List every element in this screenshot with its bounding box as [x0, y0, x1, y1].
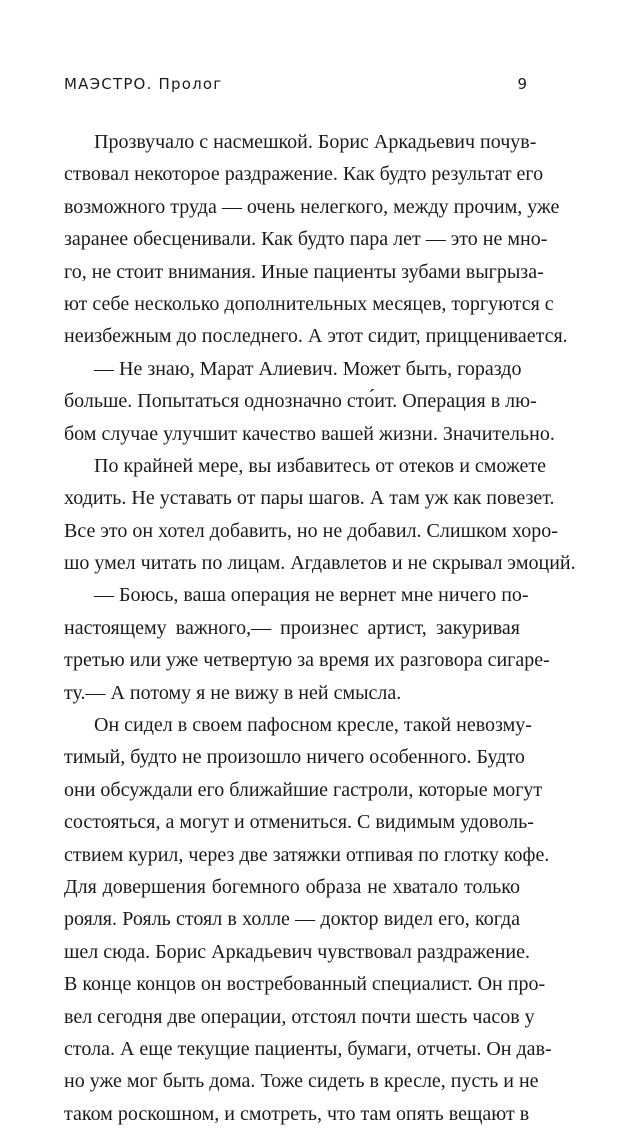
text-line: неизбежным до последнего. А этот сидит, прицценивается. [64, 325, 568, 348]
text-line: возможного труда — очень нелегкого, между прочим, уже [64, 195, 560, 218]
text-line: ствием курил, через две затяжки отпивая по глотку кофе. [64, 843, 550, 866]
running-head [64, 72, 527, 96]
text-line: го, не стоит внимания. Иные пациенты зубами выгрыза- [64, 260, 544, 283]
text-line: стола. А еще текущие пациенты, бумаги, отчеты. Он дав- [64, 1037, 552, 1060]
text-line: Прозвучало с насмешкой. Борис Аркадьевич почув- [94, 131, 537, 153]
text-line: — Не знаю, Марат Алиевич. Может быть, гораздо [94, 357, 522, 380]
text-line: но уже мог быть дома. Тоже сидеть в кресле, пусть и не [64, 1070, 539, 1093]
text-line: ствовал некоторое раздражение. Как будто результат его [64, 163, 544, 186]
text-line: настоящему важного,— произнес артист, закуривая [64, 616, 520, 639]
text-line: заранее обесценивали. Как будто пара лет — это не мно- [64, 228, 548, 251]
text-line: В конце концов он востребованный специалист. Он про- [64, 973, 546, 996]
body-text [64, 126, 576, 1130]
page-number: 9 [517, 75, 527, 93]
text-line: третью или уже четвертую за время их разговора сигаре- [64, 649, 550, 672]
text-line: вел сегодня две операции, отстоял почти шесть часов у [64, 1005, 535, 1028]
text-line: больше. Попытаться однозначно сто́ит. Операция в лю- [64, 390, 537, 413]
text-line: бом случае улучшит качество вашей жизни. Значительно. [64, 422, 555, 445]
text-line: они обсуждали его ближайшие гастроли, которые могут [64, 778, 543, 801]
text-line: ходить. Не уставать от пары шагов. А там уж как повезет. [64, 487, 555, 510]
text-line: Для довершения богемного образа не хватало только [64, 875, 520, 898]
text-line: таком роскошном, и смотреть, что там опять вещают в [64, 1102, 530, 1125]
text-line: Он сидел в своем пафосном кресле, такой невозму- [94, 714, 532, 737]
text-line: состояться, а могут и отмениться. С видимым удоволь- [64, 811, 534, 834]
text-line: ту.— А потому я не вижу в ней смысла. [64, 681, 402, 704]
chapter-title: МАЭСТРО. Пролог [64, 75, 223, 93]
text-line: Все это он хотел добавить, но не добавил. Слишком хоро- [64, 519, 558, 542]
text-line: ют себе несколько дополнительных месяцев, торгуются с [64, 292, 554, 315]
text-line: рояля. Рояль стоял в холле — доктор видел его, когда [64, 908, 520, 931]
text-line: — Боюсь, ваша операция не вернет мне ничего по- [94, 584, 529, 607]
text-line: шо умел читать по лицам. Агдавлетов и не скрывал эмоций. [64, 552, 576, 575]
text-line: тимый, будто не произошло ничего особенного. Будто [64, 746, 525, 769]
text-line: шел сюда. Борис Аркадьевич чувствовал раздражение. [64, 940, 530, 963]
text-line: По крайней мере, вы избавитесь от отеков и сможете [94, 454, 546, 477]
